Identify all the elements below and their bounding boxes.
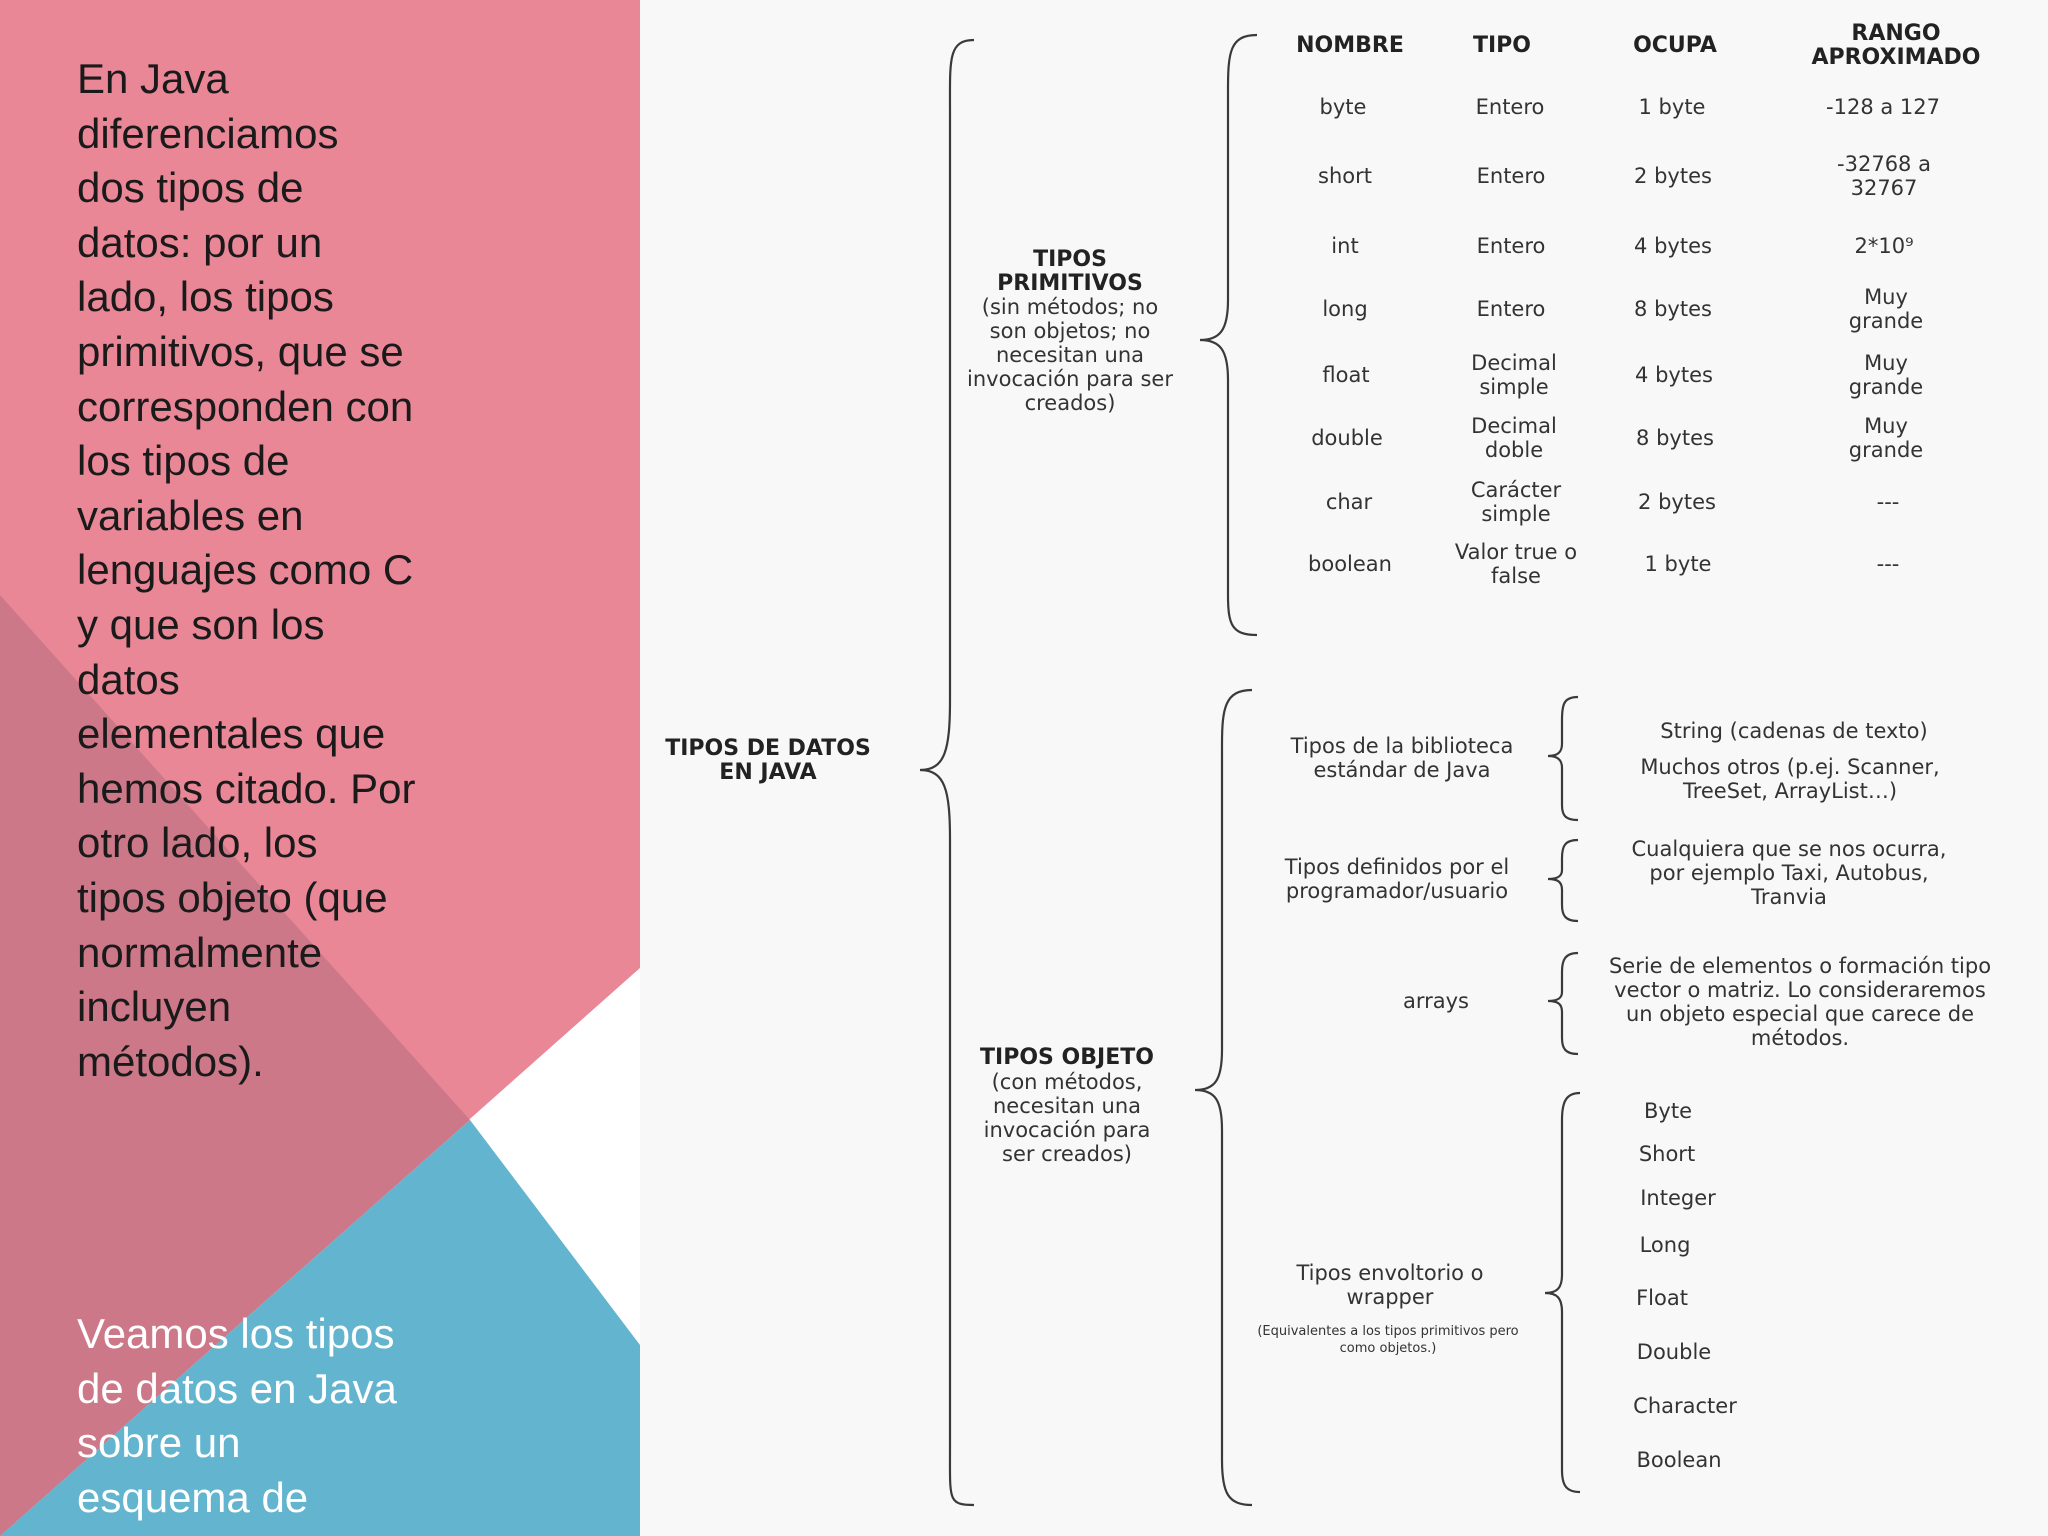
cell-rango: Muy grande bbox=[1848, 285, 1924, 333]
wrapper-item: Integer bbox=[1640, 1186, 1716, 1210]
wrapper-note: (Equivalentes a los tipos primitivos pero como objetos.) bbox=[1257, 1324, 1519, 1356]
cell-rango: --- bbox=[1876, 552, 1900, 576]
wrapper-label: Tipos envoltorio o wrapper bbox=[1296, 1261, 1484, 1309]
cell-rango: -32768 a 32767 bbox=[1837, 152, 1931, 200]
cell-rango: 2*10⁹ bbox=[1854, 234, 1914, 258]
cell-tipo: Entero bbox=[1476, 164, 1546, 188]
cell-nombre: char bbox=[1325, 490, 1373, 514]
object-brace bbox=[1195, 690, 1252, 1505]
user-defined-text: Cualquiera que se nos ocurra, por ejemplo Taxi, Autobus, Tranvia bbox=[1631, 837, 1947, 909]
cell-rango: Muy grande bbox=[1848, 414, 1924, 462]
intro-paragraph: En Java diferenciamos dos tipos de datos: por un lado, los tipos primitivos, que se corresponden con los tipos de variables en lenguajes como C y que son los datos elementales que hemos citado. Por otro lado, los tipos objeto (que normalmente incluyen métodos). bbox=[77, 55, 416, 1085]
cell-ocupa: 4 bytes bbox=[1634, 234, 1712, 258]
wrapper-item: Float bbox=[1636, 1286, 1688, 1310]
cell-tipo: Decimal doble bbox=[1471, 414, 1557, 462]
cell-nombre: float bbox=[1322, 363, 1370, 387]
cell-ocupa: 8 bytes bbox=[1634, 297, 1712, 321]
cell-tipo: Entero bbox=[1476, 234, 1546, 258]
header-tipo: TIPO bbox=[1472, 33, 1532, 58]
wrapper-item: Byte bbox=[1644, 1099, 1692, 1123]
cell-nombre: int bbox=[1331, 234, 1359, 258]
wrapper-item: Character bbox=[1633, 1394, 1737, 1418]
cell-rango: Muy grande bbox=[1848, 351, 1924, 399]
cell-tipo: Entero bbox=[1476, 297, 1546, 321]
header-ocupa: OCUPA bbox=[1633, 33, 1717, 58]
object-title: TIPOS OBJETO bbox=[980, 1045, 1154, 1070]
cell-nombre: byte bbox=[1319, 95, 1367, 119]
arrays-label: arrays bbox=[1402, 989, 1470, 1013]
wrapper-item: Boolean bbox=[1636, 1448, 1722, 1472]
header-nombre: NOMBRE bbox=[1296, 33, 1404, 58]
cell-ocupa: 1 byte bbox=[1644, 552, 1712, 576]
cell-ocupa: 4 bytes bbox=[1635, 363, 1713, 387]
cell-ocupa: 1 byte bbox=[1638, 95, 1706, 119]
library-brace bbox=[1548, 697, 1578, 820]
cell-ocupa: 2 bytes bbox=[1634, 164, 1712, 188]
object-description: (con métodos, necesitan una invocación para ser creados) bbox=[983, 1070, 1151, 1166]
outro-paragraph: Veamos los tipos de datos en Java sobre un esquema de bbox=[77, 1310, 397, 1521]
header-rango: RANGO APROXIMADO bbox=[1811, 21, 1981, 70]
cell-tipo: Entero bbox=[1475, 95, 1545, 119]
cell-rango: -128 a 127 bbox=[1826, 95, 1940, 119]
cell-tipo: Carácter simple bbox=[1470, 478, 1562, 526]
cell-rango: --- bbox=[1876, 490, 1900, 514]
wrapper-brace bbox=[1545, 1093, 1580, 1492]
primitive-description: (sin métodos; no son objetos; no necesitan una invocación para ser creados) bbox=[967, 295, 1173, 415]
arrays-brace bbox=[1548, 953, 1578, 1054]
primitive-brace bbox=[1200, 35, 1257, 635]
primitive-title: TIPOS PRIMITIVOS bbox=[997, 247, 1143, 296]
library-item: Muchos otros (p.ej. Scanner, TreeSet, ArrayList…) bbox=[1640, 755, 1940, 803]
cell-ocupa: 8 bytes bbox=[1636, 426, 1714, 450]
cell-tipo: Decimal simple bbox=[1471, 351, 1557, 399]
library-item: String (cadenas de texto) bbox=[1660, 719, 1928, 743]
user-defined-brace bbox=[1548, 840, 1578, 921]
java-data-types-diagram bbox=[640, 0, 2048, 1536]
wrapper-item: Long bbox=[1639, 1233, 1691, 1257]
wrapper-item: Short bbox=[1638, 1142, 1696, 1166]
arrays-text: Serie de elementos o formación tipo vector o matriz. Lo consideraremos un objeto especial que carece de métodos. bbox=[1608, 954, 1992, 1050]
cell-nombre: double bbox=[1311, 426, 1383, 450]
root-label: TIPOS DE DATOS EN JAVA bbox=[665, 736, 871, 785]
cell-ocupa: 2 bytes bbox=[1638, 490, 1716, 514]
cell-tipo: Valor true o false bbox=[1454, 540, 1578, 588]
cell-nombre: boolean bbox=[1308, 552, 1392, 576]
library-label: Tipos de la biblioteca estándar de Java bbox=[1290, 734, 1514, 782]
wrapper-item: Double bbox=[1636, 1340, 1712, 1364]
cell-nombre: short bbox=[1318, 164, 1372, 188]
user-defined-label: Tipos definidos por el programador/usuario bbox=[1284, 855, 1510, 903]
cell-nombre: long bbox=[1322, 297, 1368, 321]
